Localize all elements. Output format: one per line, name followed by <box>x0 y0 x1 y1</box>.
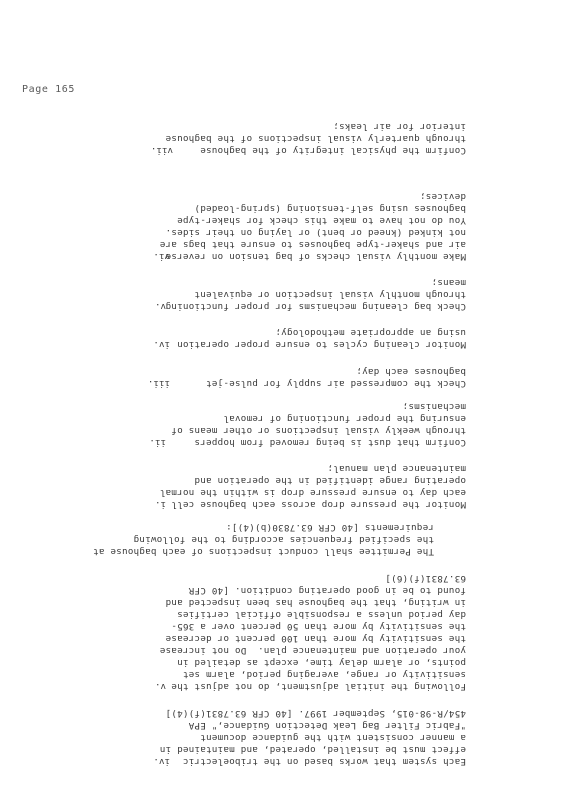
body-line: Monitor cleaning cycles to ensure proper operation <box>176 339 466 350</box>
body-line: operating range identified in the operation and <box>194 475 466 486</box>
body-line: air and shaker-type baghouses to ensure that bags are <box>159 239 466 250</box>
body-line: sensitivity or range, averaging period, alarm set <box>182 669 466 680</box>
body-line: baghouses each day; <box>356 366 466 377</box>
body-line: Make monthly visual checks of bag tension on reverse <box>165 251 466 262</box>
body-line: Confirm that dust is being removed from hoppers <box>194 437 466 448</box>
body-line: the sensitivity by more than 100 percent or decrease <box>165 633 466 644</box>
body-line: 454/R-98-015, September 1997. [40 CFR 63.7831(f)(4)] <box>165 708 466 719</box>
item-marker: iii. <box>147 378 170 389</box>
body-line: found to be in good operating condition. [40 CFR <box>188 585 466 596</box>
body-line: not kinked (kneed or bent) or laying on their sides. <box>165 227 466 238</box>
body-line: Check the compressed air supply for pulse-jet <box>205 378 466 389</box>
body-line: using an appropriate methodology; <box>275 327 466 338</box>
body-line: You do not have to make this check for shaker-type <box>176 215 466 226</box>
body-line: mechanisms; <box>402 401 466 412</box>
body-line: effect must be installed, operated, and maintained in <box>159 744 466 755</box>
body-line: through weekly visual inspections or other means of <box>171 425 466 436</box>
body-line: ensuring the proper functioning of removal <box>223 413 466 424</box>
body-line: a manner consistent with the guidance document <box>200 732 466 743</box>
item-marker: ii. <box>149 437 166 448</box>
item-marker: vii. <box>150 145 173 156</box>
body-line: each day to ensure pressure drop is within the normal <box>159 487 466 498</box>
item-marker: iv. <box>153 339 170 350</box>
body-line: Each system that works based on the triboelectric <box>182 756 466 767</box>
body-line: in writing, that the baghouse has been inspected and <box>165 597 466 608</box>
body-line: Following the initial adjustment, do not adjust the <box>171 681 466 692</box>
body-line: the sensitivity by more than 50 percent over a 365- <box>171 621 466 632</box>
body-line: through monthly visual inspection or equivalent <box>194 289 466 300</box>
item-marker: v. <box>154 301 166 312</box>
page-number: Page 165 <box>22 84 75 95</box>
item-marker: iv. <box>153 756 170 767</box>
item-marker: v. <box>154 681 166 692</box>
item-marker: i. <box>154 499 166 510</box>
intro-line: the specified frequencies according to the following <box>133 534 434 545</box>
item-marker: vi. <box>153 251 170 262</box>
body-line: through quarterly visual inspections of the baghouse <box>165 133 466 144</box>
body-line: Monitor the pressure drop across each baghouse cell <box>171 499 466 510</box>
intro-line: The Permittee shall conduct inspections of each baghouse at <box>92 546 434 557</box>
body-line: "Fabric Filter Bag Leak Detection Guidance," EPA <box>188 720 466 731</box>
body-line: day period unless a responsible official certifies <box>176 609 466 620</box>
body-line: means; <box>431 277 466 288</box>
body-line: devices; <box>419 191 466 202</box>
body-line: points, or alarm delay time, except as detailed in <box>176 657 466 668</box>
body-line: interior for air leaks; <box>333 121 466 132</box>
body-line: Check bag cleaning mechanisms for proper functioning <box>165 301 466 312</box>
body-line: 63.7831(f)(6)] <box>385 573 466 584</box>
body-line: baghouses using self-tensioning (spring-loaded) <box>194 203 466 214</box>
body-line: Confirm the physical integrity of the baghouse <box>200 145 466 156</box>
body-line: your operation and maintenance plan. Do not increase <box>159 645 466 656</box>
intro-line: requirements [40 CFR 63.7830(b)(4)]: <box>225 522 434 533</box>
body-line: maintenance plan manual; <box>327 463 466 474</box>
